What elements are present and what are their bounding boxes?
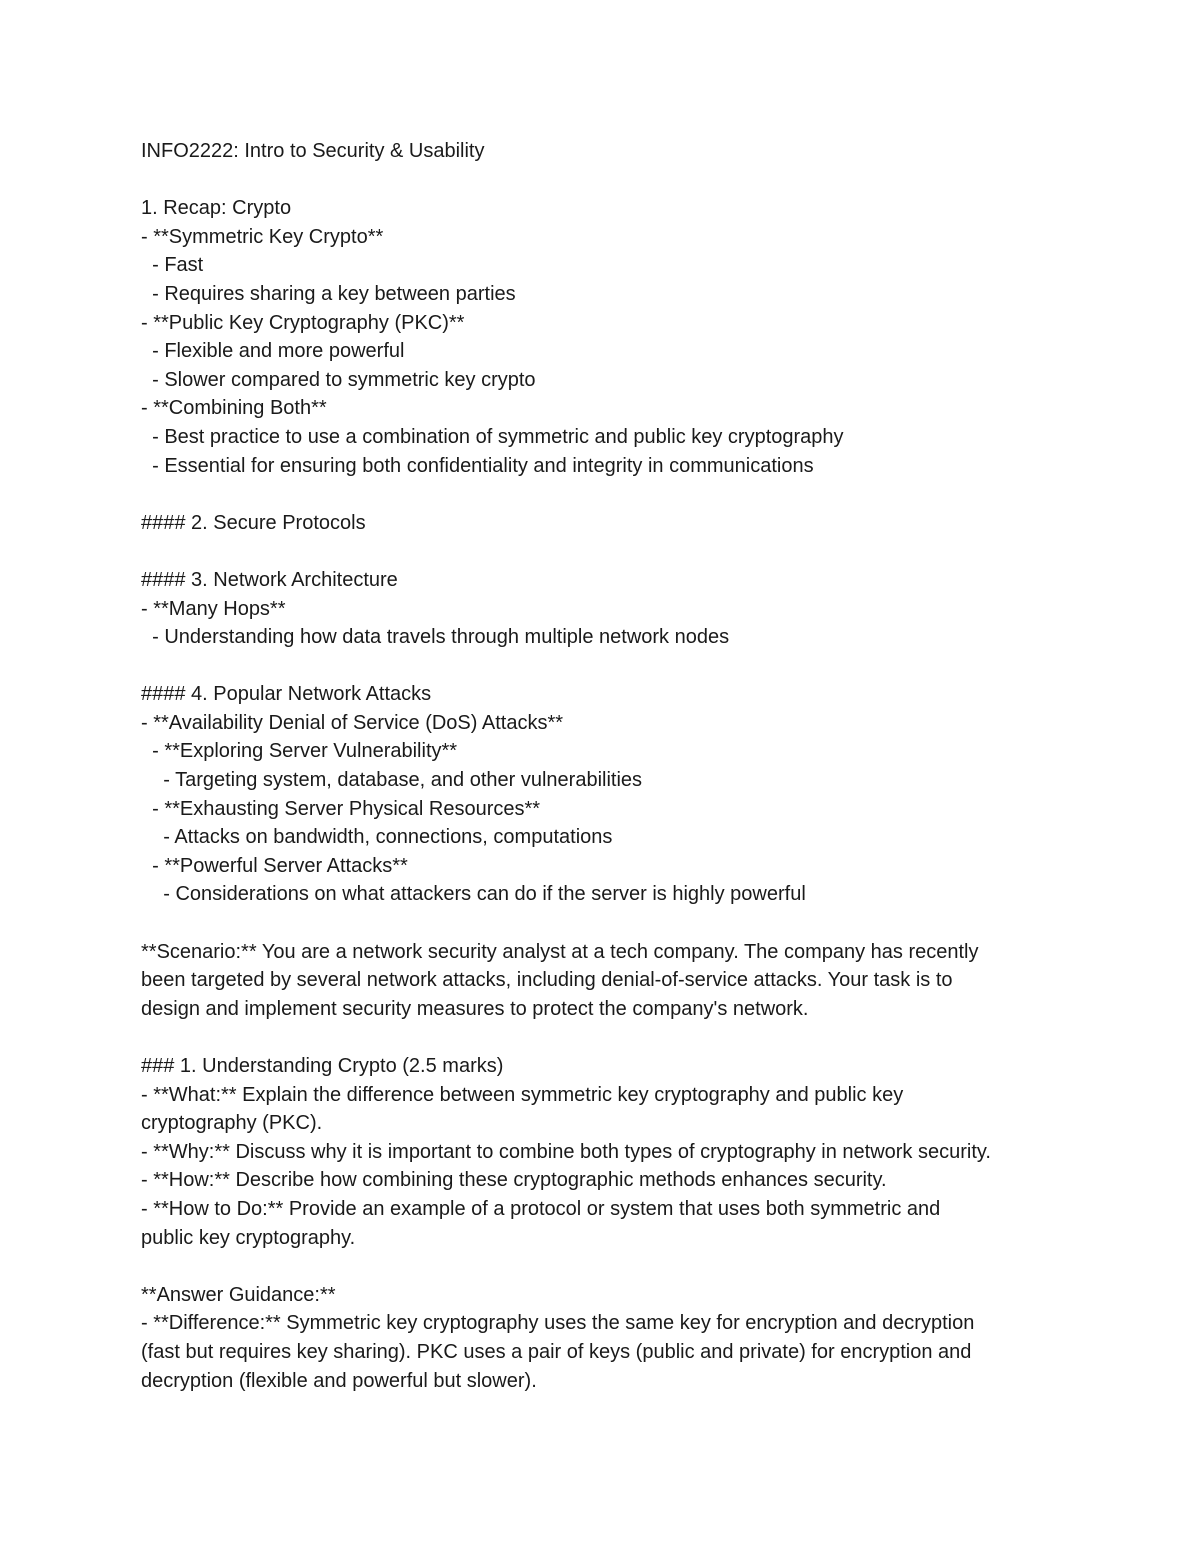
list-item: - **Public Key Cryptography (PKC)** bbox=[141, 311, 465, 334]
spacer bbox=[141, 1023, 1081, 1052]
section-recap bbox=[141, 194, 1081, 480]
section-network-architecture bbox=[141, 566, 1081, 652]
spacer bbox=[141, 537, 1081, 566]
section-question-1 bbox=[141, 1052, 1081, 1252]
list-item: - **Many Hops** bbox=[141, 597, 286, 620]
list-item: - Attacks on bandwidth, connections, computations bbox=[141, 826, 613, 849]
section-secure-protocols bbox=[141, 509, 1081, 538]
list-item: (fast but requires key sharing). PKC uses a pair of keys (public and private) for encryption and bbox=[141, 1340, 972, 1363]
list-item: - Understanding how data travels through multiple network nodes bbox=[141, 626, 730, 649]
list-item: - Flexible and more powerful bbox=[141, 340, 405, 363]
spacer bbox=[141, 909, 1081, 938]
list-item: - Fast bbox=[141, 254, 204, 277]
list-item: - **What:** Explain the difference between symmetric key cryptography and public key bbox=[141, 1083, 904, 1106]
section-heading: ### 1. Understanding Crypto (2.5 marks) bbox=[141, 1055, 504, 1077]
list-item: - **Powerful Server Attacks** bbox=[141, 854, 408, 877]
section-network-attacks bbox=[141, 680, 1081, 909]
document-title: INFO2222: Intro to Security & Usability bbox=[141, 140, 485, 162]
paragraph-line: design and implement security measures to protect the company's network. bbox=[141, 997, 809, 1020]
section-heading: #### 3. Network Architecture bbox=[141, 568, 398, 591]
scenario-paragraph bbox=[141, 938, 1081, 1024]
list-item: - **Symmetric Key Crypto** bbox=[141, 225, 384, 248]
list-item: - **Availability Denial of Service (DoS) Attacks** bbox=[141, 711, 564, 734]
list-item: public key cryptography. bbox=[141, 1226, 356, 1249]
spacer bbox=[141, 652, 1081, 681]
section-heading: 1. Recap: Crypto bbox=[141, 197, 292, 220]
section-heading: **Answer Guidance:** bbox=[141, 1283, 336, 1306]
list-item: - Slower compared to symmetric key crypto bbox=[141, 368, 536, 391]
section-answer-guidance bbox=[141, 1281, 1081, 1395]
list-item: - **Exploring Server Vulnerability** bbox=[141, 740, 458, 763]
list-item: - **Combining Both** bbox=[141, 397, 327, 420]
spacer bbox=[141, 1252, 1081, 1281]
section-heading: #### 2. Secure Protocols bbox=[141, 511, 366, 534]
spacer bbox=[141, 166, 1081, 195]
list-item: - **How to Do:** Provide an example of a protocol or system that uses both symmetric and bbox=[141, 1197, 941, 1220]
list-item: cryptography (PKC). bbox=[141, 1112, 323, 1135]
list-item: - Best practice to use a combination of symmetric and public key cryptography bbox=[141, 425, 844, 448]
paragraph-line: been targeted by several network attacks, including denial-of-service attacks. Your task is to bbox=[141, 969, 953, 992]
spacer bbox=[141, 480, 1081, 509]
list-item: - Targeting system, database, and other vulnerabilities bbox=[141, 769, 643, 792]
list-item: - **Difference:** Symmetric key cryptography uses the same key for encryption and decryption bbox=[141, 1312, 975, 1335]
list-item: decryption (flexible and powerful but slower). bbox=[141, 1369, 537, 1392]
list-item: - **Exhausting Server Physical Resources** bbox=[141, 797, 541, 820]
paragraph-line: **Scenario:** You are a network security analyst at a tech company. The company has recently bbox=[141, 940, 979, 963]
list-item: - Considerations on what attackers can do if the server is highly powerful bbox=[141, 883, 806, 906]
list-item: - Requires sharing a key between parties bbox=[141, 282, 516, 305]
list-item: - Essential for ensuring both confidentiality and integrity in communications bbox=[141, 454, 814, 477]
list-item: - **Why:** Discuss why it is important to combine both types of cryptography in network security. bbox=[141, 1140, 991, 1163]
list-item: - **How:** Describe how combining these cryptographic methods enhances security. bbox=[141, 1169, 887, 1192]
document-page bbox=[141, 137, 1081, 1395]
section-heading: #### 4. Popular Network Attacks bbox=[141, 683, 432, 706]
